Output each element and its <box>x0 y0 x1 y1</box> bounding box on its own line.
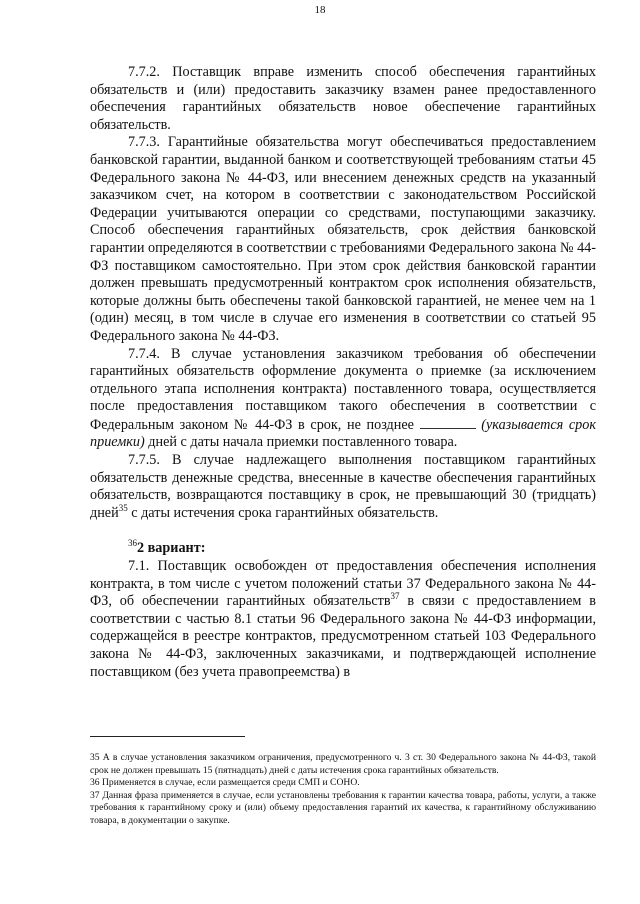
footnote-separator <box>90 736 245 737</box>
paragraph-7-7-5-end: с даты истечения срока гарантийных обязательств. <box>131 504 439 521</box>
paragraph-7-7-4 <box>90 346 596 453</box>
footnote-ref-35: 35 <box>118 502 128 513</box>
paragraph-7-7-5-text: 7.7.5. В случае надлежащего выполнения поставщиком гарантийных обязательств денежные средства, внесенные в качестве обеспечения гарантийных обязательств, возвращаются поставщику в срок, не превышающий 30 (тридцать) дней <box>90 452 596 521</box>
paragraph-7-1-text: 7.1. Поставщик освобожден от предоставления обеспечения исполнения контракта, в том числе с учетом положений статьи 37 Федерального закона № 44-ФЗ, об обеспечении гарантийных обязательств <box>90 558 596 610</box>
footnote-36: 36 Применяется в случае, если размещается среди СМП и СОНО. <box>90 777 360 789</box>
paragraph-7-7-4-end: дней с даты начала приемки поставленного товара. <box>148 434 458 451</box>
variant-heading <box>90 540 596 558</box>
fill-in-blank <box>420 416 476 429</box>
paragraph-7-1-end: в связи с предоставлением в соответствии с частью 8.1 статьи 96 Федерального закона № 44-ФЗ информации, содержащейся в реестре контрактов, предусмотренном статьей 103 Федерального закона № 44-ФЗ, заключенных заказчиками, и подтверждающей исполнение поставщиком (без учета правопреемства) в <box>90 593 596 680</box>
variant-title: 2 вариант: <box>137 540 206 557</box>
paragraph-7-7-3: 7.7.3. Гарантийные обязательства могут обеспечиваться предоставлением банковской гарантии, выданной банком и соответствующей требованиям статьи 45 Федерального закона № 44-ФЗ, или внесением денежных средств на указанный заказчиком счет, на котором в соответствии с законодательством Российской Федерации учитываются операции со средствами, поступающими заказчику. Способ обеспечения гарантийных обязательств, срок действия банковской гарантии определяются в соответствии с требованиями Федерального закона № 44-ФЗ поставщиком самостоятельно. При этом срок действия банковской гарантии должен превышать предусмотренный контрактом срок исполнения обязательств, которые должны быть обеспечены такой банковской гарантией, не менее чем на 1 (один) месяц, в том числе в случае его изменения в соответствии со статьей 95 Федерального закона № 44-ФЗ. <box>90 134 597 344</box>
document-body <box>90 64 596 681</box>
footnotes <box>90 752 596 828</box>
footnote-ref-37: 37 <box>390 591 400 602</box>
paragraph-7-1 <box>90 558 596 681</box>
page-number: 18 <box>314 4 326 16</box>
footnote-ref-36: 36 <box>128 538 137 549</box>
paragraph-7-7-2: 7.7.2. Поставщик вправе изменить способ обеспечения гарантийных обязательств и (или) предоставить заказчику взамен ранее предоставленного обеспечения гарантийных обязательств новое обеспечение гарантийных обязательств. <box>90 64 596 133</box>
paragraph-7-7-4-text: 7.7.4. В случае установления заказчиком требования об обеспечении гарантийных обязательств оформление документа о приемке (за исключением отдельного этапа исполнения контракта) поставленного товара, осуществляется после предоставления поставщиком такого обеспечения в соответствии с Федеральным законом № 44-ФЗ в срок, не позднее <box>90 345 596 433</box>
footnote-37: 37 Данная фраза применяется в случае, если установлены требования к гарантии качества товара, работы, услуги, а также требования к гарантийному сроку и (или) объему предоставления гарантий их качества, к гарантийному обслуживанию товара, в документации о закупке. <box>90 789 596 826</box>
paragraph-7-7-5 <box>90 452 596 522</box>
acceptance-term-hint: (указывается срок приемки) <box>90 416 597 451</box>
footnote-35: 35 А в случае установления заказчиком ограничения, предусмотренного ч. 3 ст. 30 Федерального закона № 44-ФЗ, такой срок не должен превышать 15 (пятнадцать) дней с даты истечения срока гарантийных обязательств. <box>90 752 596 776</box>
